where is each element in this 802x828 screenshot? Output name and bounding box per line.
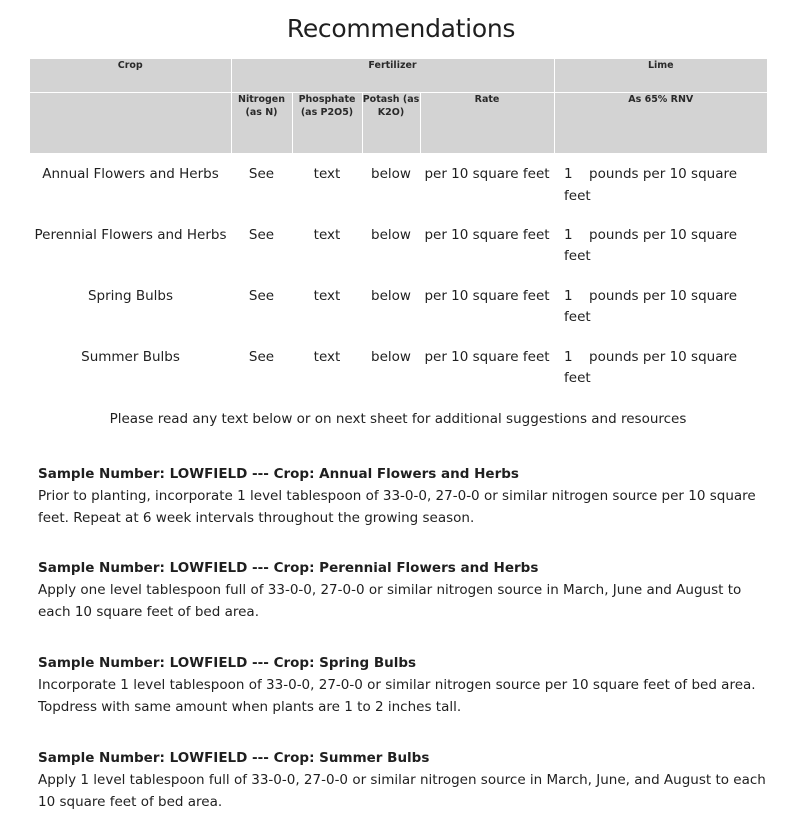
cell-nitrogen: See <box>248 348 275 365</box>
section-body: Prior to planting, incorporate 1 level tablespoon of 33-0-0, 27-0-0 or similar nitrogen source per 10 square feet. Repeat at 6 week intervals throughout the growing season. <box>38 488 756 526</box>
cell-potash: below <box>371 226 411 243</box>
section-body: Apply 1 level tablespoon full of 33-0-0, 27-0-0 or similar nitrogen source in March, June, and August to each 10 square feet of bed area. <box>38 772 766 810</box>
cell-phosphate: text <box>313 287 341 304</box>
section-heading: Sample Number: LOWFIELD --- Crop: Perennial Flowers and Herbs <box>38 560 539 576</box>
cell-nitrogen: See <box>248 226 275 243</box>
section-heading: Sample Number: LOWFIELD --- Crop: Summer Bulbs <box>38 750 430 766</box>
cell-lime <box>554 215 767 276</box>
header-potash: Potash (as K2O) <box>362 93 420 154</box>
table-group-header-row <box>30 59 767 93</box>
cell-rate: per 10 square feet <box>424 226 550 243</box>
crop-section <box>38 747 768 813</box>
lime-unit: pounds per 10 square feet <box>564 166 738 204</box>
header-crop-blank <box>30 93 231 154</box>
cell-potash: below <box>371 348 411 365</box>
header-rate: Rate <box>420 93 554 154</box>
lime-amount: 1 <box>564 287 573 304</box>
cell-phosphate: text <box>313 348 341 365</box>
cell-rate: per 10 square feet <box>424 348 550 365</box>
section-heading: Sample Number: LOWFIELD --- Crop: Spring Bulbs <box>38 655 417 671</box>
table-sub-header-row <box>30 93 767 154</box>
cell-potash: below <box>371 166 411 182</box>
header-lime-rnv: As 65% RNV <box>554 93 767 154</box>
lime-unit: pounds per 10 square feet <box>564 348 738 386</box>
table-row <box>30 215 767 276</box>
cell-potash: below <box>371 287 411 304</box>
header-phosphate: Phosphate (as P2O5) <box>292 93 362 154</box>
recommendations-table <box>30 59 767 398</box>
crop-section <box>38 652 768 718</box>
cell-crop: Spring Bulbs <box>87 287 174 304</box>
table-row <box>30 154 767 215</box>
cell-crop: Summer Bulbs <box>81 348 180 365</box>
crop-section <box>38 557 768 623</box>
lime-amount: 1 <box>564 348 573 365</box>
page-title: Recommendations <box>286 14 516 43</box>
cell-crop: Annual Flowers and Herbs <box>42 166 219 182</box>
table-row <box>30 276 767 337</box>
cell-crop: Perennial Flowers and Herbs <box>34 226 227 243</box>
cell-rate: per 10 square feet <box>424 166 550 182</box>
additional-info-note: Please read any text below or on next sheet for additional suggestions and resources <box>109 411 687 427</box>
header-crop: Crop <box>30 59 231 93</box>
section-body: Incorporate 1 level tablespoon of 33-0-0, 27-0-0 or similar nitrogen source per 10 square feet of bed area. Topdress with same amount when plants are 1 to 2 inches tall. <box>38 677 756 715</box>
lime-amount: 1 <box>564 166 573 182</box>
lime-unit: pounds per 10 square feet <box>564 226 738 264</box>
cell-nitrogen: See <box>248 166 275 182</box>
cell-nitrogen: See <box>248 287 275 304</box>
header-fertilizer: Fertilizer <box>231 59 554 93</box>
section-body: Apply one level tablespoon full of 33-0-0, 27-0-0 or similar nitrogen source in March, June and August to each 10 square feet of bed area. <box>38 582 742 620</box>
lime-unit: pounds per 10 square feet <box>564 287 738 325</box>
table-row <box>30 337 767 398</box>
section-heading: Sample Number: LOWFIELD --- Crop: Annual Flowers and Herbs <box>38 466 519 482</box>
cell-rate: per 10 square feet <box>424 287 550 304</box>
crop-section <box>38 463 768 529</box>
lime-amount: 1 <box>564 226 573 243</box>
cell-phosphate: text <box>313 226 341 243</box>
header-lime: Lime <box>554 59 767 93</box>
cell-lime <box>554 276 767 337</box>
cell-lime <box>554 337 767 398</box>
cell-phosphate: text <box>313 166 341 182</box>
header-nitrogen: Nitrogen (as N) <box>231 93 292 154</box>
cell-lime <box>554 154 767 215</box>
